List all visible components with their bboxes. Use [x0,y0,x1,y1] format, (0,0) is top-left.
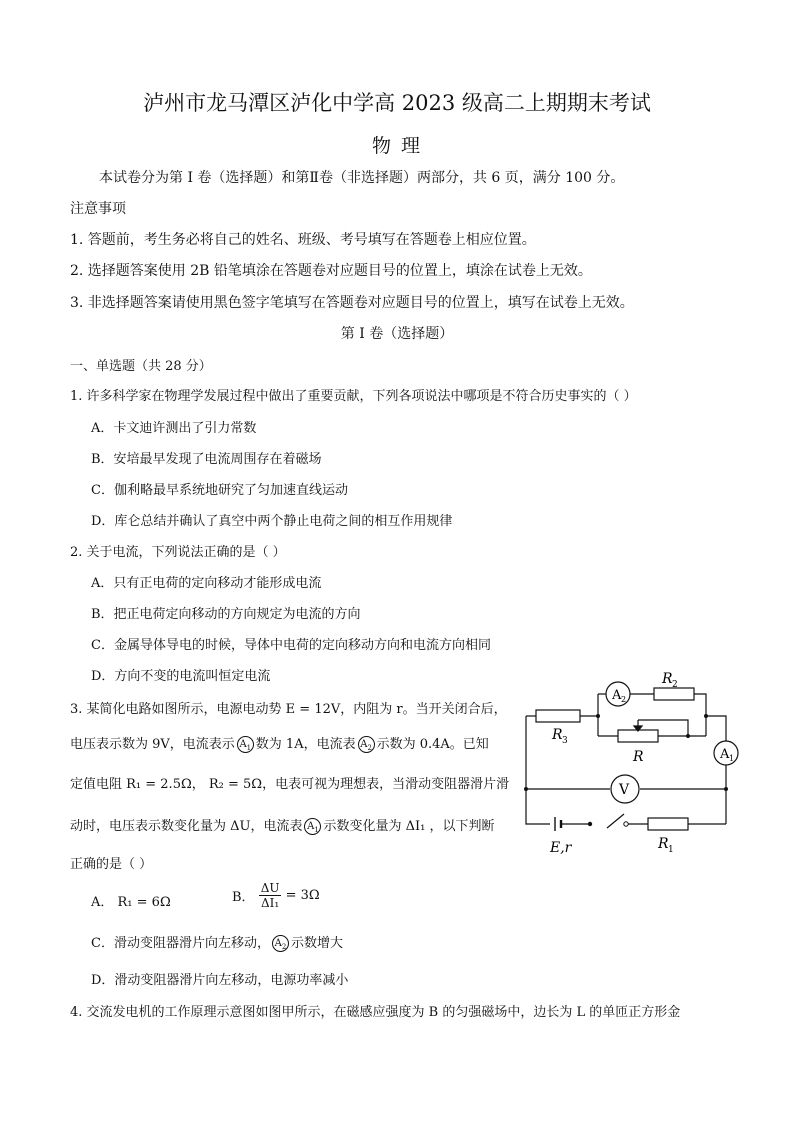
exam-intro: 本试卷分为第 I 卷（选择题）和第Ⅱ卷（非选择题）两部分，共 6 页，满分 100 分。 [99,170,625,186]
question-3-text: 动时，电压表示数变化量为 ΔU，电流表 [70,819,303,834]
question-2-option-b[interactable]: B．把正电荷定向移动的方向规定为电流的方向 [91,607,361,622]
question-3-line-5: 正确的是（ ） [70,857,153,872]
circuit-diagram [518,664,768,860]
slider-arrow-icon [634,720,642,731]
svg-text:R: R [658,836,669,852]
svg-text:R: R [552,727,563,743]
ammeter-a2-icon: $A_2$ [358,736,375,753]
svg-text:A: A [612,688,622,703]
ammeter-a1-icon: $A_1$ [304,818,321,835]
question-2-option-c[interactable]: C．金属导体导电的时候，导体中电荷的定向移动方向和电流方向相同 [91,638,491,653]
fraction: $\frac{\Delta U}{\text{ΔI₁}}$ [260,881,280,910]
switch-contact [588,822,592,826]
question-3-line-3: 定值电阻 R₁ = 2.5Ω， R₂ = 5Ω，电表可视为理想表，当滑动变阻器滑片滑 [70,777,510,792]
battery-icon [555,817,561,831]
question-3-option-d[interactable]: D．滑动变阻器滑片向左移动，电源功率减小 [91,973,349,988]
notes-heading: 注意事项 [70,201,126,217]
label-er: E,r [550,840,572,856]
ammeter-a2-icon [606,682,630,706]
ammeter-a1-icon [714,741,738,765]
svg-text:2: 2 [672,680,678,690]
switch-contact [624,822,628,826]
svg-text:1: 1 [729,754,735,763]
svg-text:3: 3 [562,736,568,746]
subject-title: 物 理 [371,135,423,157]
question-1-option-a[interactable]: A．卡文迪许测出了引力常数 [91,421,257,436]
svg-text:A: A [720,747,730,762]
ammeter-a1-icon: $A_1$ [237,736,254,753]
question-1-stem: 1. 许多科学家在物理学发展过程中做出了重要贡献，下列各项说法中哪项是不符合历史事实的（ ） [70,389,637,404]
label-r2 [661,671,678,690]
label-r1 [657,836,674,855]
question-2-stem: 2. 关于电流，下列说法正确的是（ ） [70,545,286,560]
note-item-2: 2. 选择题答案使用 2B 铅笔填涂在答题卷对应题目号的位置上，填涂在试卷上无效。 [70,263,592,279]
section-title: 第 I 卷（选择题） [340,326,454,342]
voltmeter-icon [611,775,639,803]
ammeter-a2-icon: $A_2$ [272,935,289,952]
question-3-option-b[interactable]: B． $\frac{\Delta U}{\text{ΔI₁}}$ = 3Ω [232,881,320,910]
question-4-stem: 4. 交流发电机的工作原理示意图如图甲所示，在磁感应强度为 B 的匀强磁场中，边长为 L 的单匝正方形金 [70,1005,681,1020]
part-heading: 一、单选题（共 28 分） [70,359,212,374]
question-3-line-4 [70,815,494,835]
question-3-option-a[interactable]: A． R₁ = 6Ω [91,895,171,910]
question-2-option-d[interactable]: D．方向不变的电流叫恒定电流 [91,669,271,684]
question-3-line-1: 3. 某简化电路如图所示，电源电动势 E = 12V，内阻为 r。当开关闭合后， [70,702,507,717]
svg-text:2: 2 [621,695,627,704]
question-2-option-a[interactable]: A．只有正电荷的定向移动才能形成电流 [91,576,322,591]
note-item-3: 3. 非选择题答案请使用黑色签字笔填写在答题卷对应题目号的位置上，填写在试卷上无效。 [70,295,634,311]
question-3-option-c[interactable]: C．滑动变阻器滑片向左移动， $A_2$ 示数增大 [91,936,343,951]
svg-text:1: 1 [668,845,674,855]
label-r: R [633,749,644,765]
question-1-option-b[interactable]: B．安培最早发现了电流周围存在着磁场 [91,452,322,467]
question-3-line-2 [70,733,489,753]
resistor-r1 [648,818,688,830]
question-1-option-d[interactable]: D．库仑总结并确认了真空中两个静止电荷之间的相互作用规律 [91,514,453,529]
resistor-r3 [536,710,580,722]
question-3-text: 示数为 0.4A。已知 [376,737,489,752]
question-3-text: 数为 1A，电流表 [255,737,356,752]
question-3-text: 电压表示数为 9V，电流表示 [70,737,235,752]
svg-text:R: R [662,671,673,687]
page-title: 泸州市龙马潭区泸化中学高 2023 级高二上期期末考试 [143,91,651,115]
svg-text:V: V [619,782,630,798]
note-item-1: 1. 答题前，考生务必将自己的姓名、班级、考号填写在答题卷上相应位置。 [70,232,536,248]
label-r3 [551,727,568,746]
question-3-text: 示数变化量为 ΔI₁ ，以下判断 [323,819,495,834]
question-1-option-c[interactable]: C．伽利略最早系统地研究了匀加速直线运动 [91,483,348,498]
